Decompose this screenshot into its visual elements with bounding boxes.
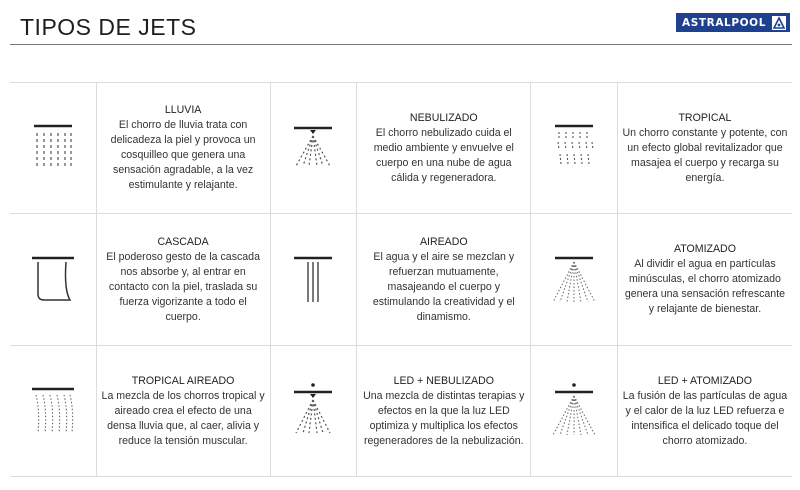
tropical-jet-icon [549,118,599,178]
jet-icon-cell [10,346,97,476]
jet-description: Al dividir el agua en partículas minúsculas, el chorro atomizado genera una sensación refrescante y relajante de bienestar. [624,258,786,315]
rain-jet-icon [28,118,78,178]
jet-title: LED + NEBULIZADO [393,374,494,387]
jet-title: NEBULIZADO [409,111,478,124]
aerated-jet-icon [288,250,338,310]
jet-icon-cell [531,214,618,345]
jet-description: La mezcla de los chorros tropical y aireado crea el efecto de una densa lluvia que, al caer, alivia y reduce la tensión muscular. [101,389,265,447]
jet-title: LLUVIA [164,104,202,116]
jet-icon-cell [531,83,618,213]
cascade-jet-icon [28,250,78,310]
jets-row [10,214,792,346]
jet-text-cell [357,214,531,345]
jet-text-cell [618,83,792,213]
brand-logo [676,13,790,32]
jet-title: CASCADA [157,235,209,248]
page-title: TIPOS DE JETS [20,14,197,40]
jet-text-cell [97,346,271,476]
jet-description: La fusión de las partículas de agua y el calor de la luz LED refuerza e intensifica el delicado toque del chorro atomizado. [622,389,788,447]
jet-text-cell [97,214,271,345]
jet-text-cell [97,83,271,213]
jets-row [10,83,792,214]
jet-description: Una mezcla de distintas terapias y efectos en la que la luz LED optimiza y multiplica los efectos regeneradores de la nebulización. [363,389,525,447]
jet-title: LED + ATOMIZADO [657,374,752,387]
jet-description: El agua y el aire se mezclan y refuerzan mutuamente, masajeando el cuerpo y estimulando la creatividad y el dinamismo. [372,250,515,323]
jet-description: El poderoso gesto de la cascada nos absorbe y, al entrar en contacto con la piel, traslada su fuerza vigorizante a todo el cuerpo. [106,250,260,323]
jet-text-cell [618,346,792,476]
jet-description: Un chorro constante y potente, con un efecto global revitalizador que masajea el cuerpo y recarga su energía. [622,126,788,184]
jet-icon-cell [10,83,97,213]
atomized-jet-icon [549,250,599,310]
jet-title: ATOMIZADO [673,243,736,255]
jets-row [10,346,792,477]
jet-title: TROPICAL [678,111,732,124]
jet-icon-cell [10,214,97,345]
jet-icon-cell [531,346,618,476]
jet-icon-cell [271,83,358,213]
jets-grid [10,82,792,477]
jet-text-cell [357,346,531,476]
jet-text-cell [618,214,792,345]
jet-title: AIREADO [419,235,468,248]
jet-text-cell [357,83,531,213]
nebulized-jet-icon [288,118,338,178]
tropical-aerated-jet-icon [28,381,78,441]
led-nebulized-jet-icon [288,381,338,441]
jet-description: El chorro de lluvia trata con delicadeza la piel y provoca un cosquilleo que genera una sensación agradable, a la vez estimulante y relajante. [110,119,256,191]
logo-mark-icon [772,16,786,30]
jet-icon-cell [271,346,358,476]
title-divider [10,44,792,45]
logo-text: ASTRALPOOL [682,16,766,29]
led-atomized-jet-icon [549,381,599,441]
jet-title: TROPICAL AIREADO [131,374,235,387]
jet-description: El chorro nebulizado cuida el medio ambiente y envuelve el cuerpo en una nube de agua cálida y regeneradora. [373,126,514,184]
jet-icon-cell [271,214,358,345]
